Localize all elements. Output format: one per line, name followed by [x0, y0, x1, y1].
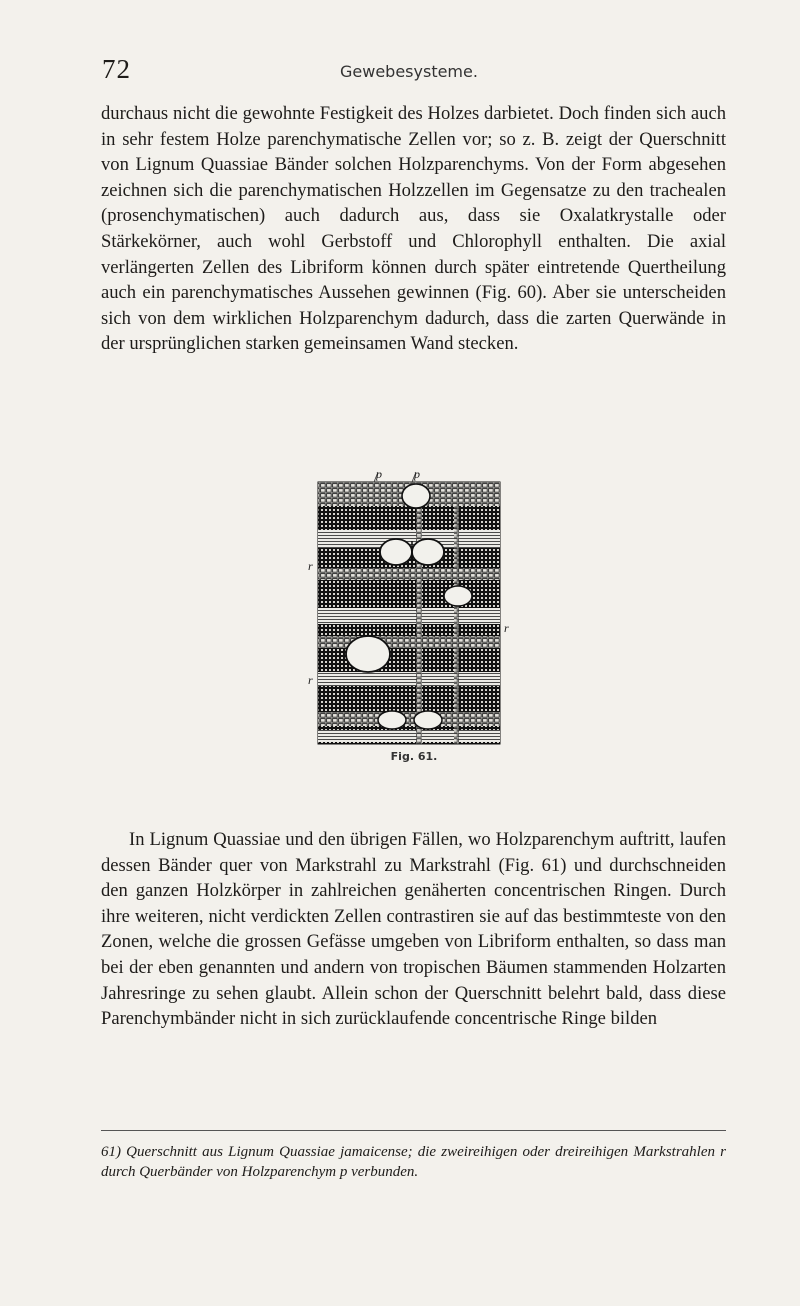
label-r-right: r — [504, 621, 509, 635]
running-title: Gewebesysteme. — [340, 62, 478, 81]
paragraph: In Lignum Quassiae und den übrigen Fällen, wo Holzparenchym auftritt, laufen dessen Bänder quer von Markstrahl zu Markstrahl (Fig. 61) und durchschneiden den ganzen Holzkörper in zahlreichen genäherten concentrischen Ringen. Durch ihre weiteren, nicht verdickten Zellen contrastiren sie auf das bestimmteste von den Zonen, welche die grossen Gefässe umgeben von Libriform enthalten, so dass man bei der eben genannten und andern von tropischen Bäumen stammenden Holzarten Jahresringe zu sehen glaubt. Allein schon der Querschnitt belehrt bald, dass diese Parenchymbänder nicht in sich zurücklaufende concentrische Ringe bilden — [101, 829, 726, 1030]
footnote-divider — [101, 1130, 726, 1131]
label-p-right: p — [414, 468, 420, 481]
figure-caption: Fig. 61. — [390, 750, 438, 763]
page-header — [102, 54, 722, 88]
label-p-left: p — [376, 468, 382, 481]
paragraph: durchaus nicht die gewohnte Festigkeit des Holzes darbietet. Doch finden sich auch in sehr festem Holze parenchymatische Zellen vor; so z. B. zeigt der Querschnitt von Lignum Quassiae Bänder solchen Holzparenchyms. Von der Form abgesehen zeichnen sich die parenchymatischen Holzzellen im Gegensatze zu den trachealen (prosenchymatischen) auch dadurch aus, dass sie Oxalatkrystalle oder Stärkekörner, auch wohl Gerbstoff und Chlorophyll enthalten. Die axial verlängerten Zellen des Libriform können durch später eintretende Quertheilung auch ein parenchymatisches Aussehen gewinnen (Fig. 60). Aber sie unterscheiden sich von dem wirklichen Holzparenchym dadurch, dass die zarten Querwände in der ursprünglichen starken gemeinsamen Wand stecken. — [101, 103, 726, 355]
label-r-lower: r — [308, 673, 313, 687]
page-number: 72 — [102, 54, 131, 84]
wood-cross-section-illustration — [308, 468, 520, 748]
figure-61 — [308, 468, 520, 768]
label-r-upper: r — [308, 559, 313, 573]
body-text-before-figure — [101, 101, 726, 357]
body-text-after-figure — [101, 827, 726, 1032]
footnote: 61) Querschnitt aus Lignum Quassiae jamaicense; die zweireihigen oder dreireihigen Markstrahlen r durch Querbänder von Holzparenchym p verbunden. — [101, 1144, 726, 1180]
